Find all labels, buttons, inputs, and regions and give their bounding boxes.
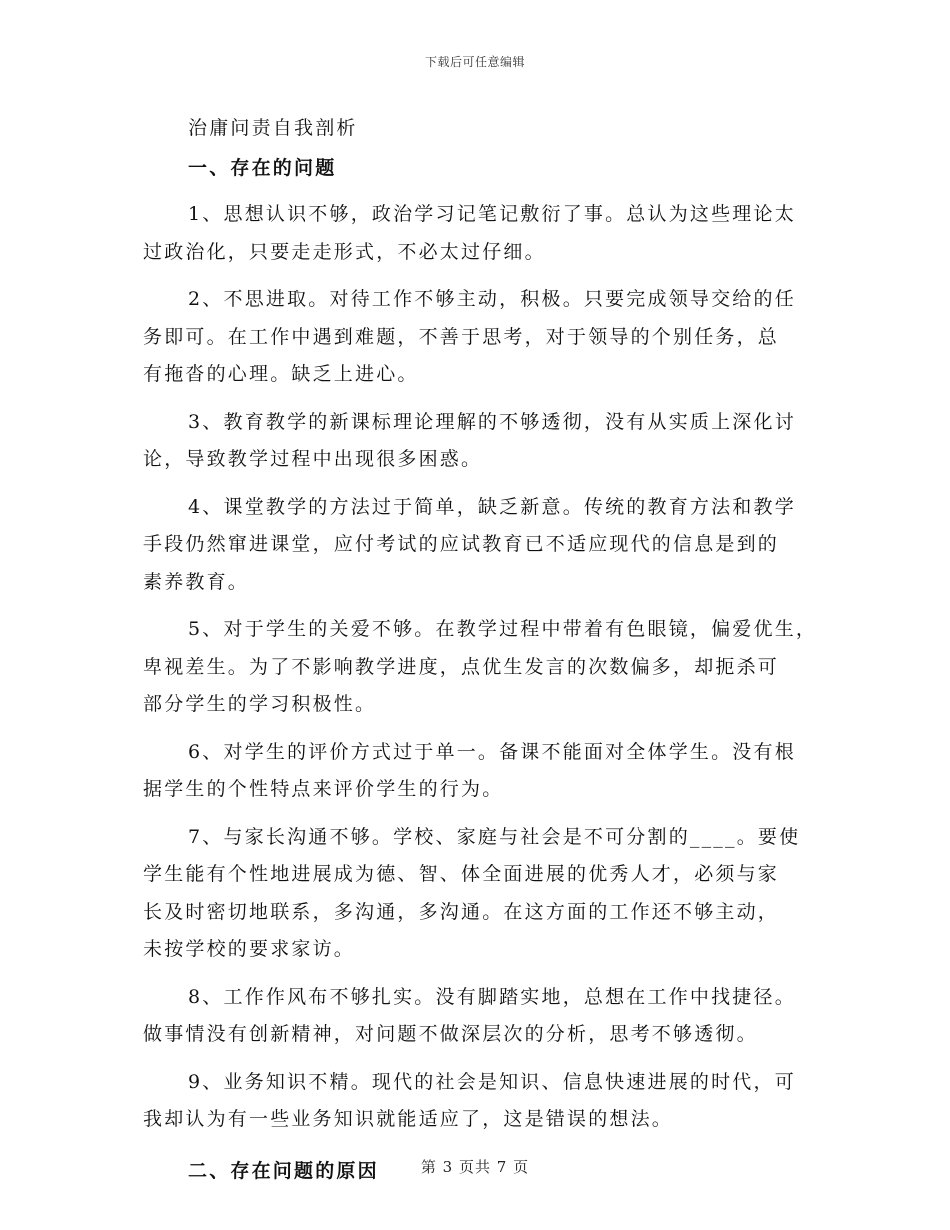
paragraph-line: 6、对学生的评价方式过于单一。备课不能面对全体学生。没有根	[188, 740, 796, 763]
section-heading-problems: 一、存在的问题	[188, 157, 337, 179]
paragraph-line: 据学生的个性特点来评价学生的行为。	[143, 778, 504, 800]
paragraph-line: 长及时密切地联系，多沟通，多沟通。在这方面的工作还不够主动，	[143, 900, 780, 923]
problem-item	[143, 979, 813, 1054]
header-note: 下载后可任意编辑	[424, 55, 525, 69]
document-body	[143, 110, 818, 1189]
paragraph-line: 做事情没有创新精神，对问题不做深层次的分析，思考不够透彻。	[143, 1023, 758, 1045]
problem-item	[143, 1064, 813, 1139]
problem-item	[143, 196, 813, 271]
problem-item	[143, 819, 813, 969]
paragraph-line: 4、课堂教学的方法过于简单，缺乏新意。传统的教育方法和教学	[188, 495, 796, 518]
paragraph-line: 未按学校的要求家访。	[143, 938, 356, 960]
paragraph-line: 7、与家长沟通不够。学校、家庭与社会是不可分割的____。要使	[188, 825, 801, 848]
paragraph-line: 1、思想认识不够，政治学习记笔记敷衍了事。总认为这些理论太	[188, 203, 796, 225]
problem-item	[143, 489, 813, 602]
paragraph-line: 9、业务知识不精。现代的社会是知识、信息快速进展的时代，可	[188, 1070, 796, 1093]
paragraph-line: 3、教育教学的新课标理论理解的不够透彻，没有从实质上深化讨	[188, 410, 796, 433]
paragraph-line: 手段仍然窜进课堂，应付考试的应试教育已不适应现代的信息是到的	[143, 533, 780, 555]
paragraph-line: 论，导致教学过程中出现很多困惑。	[143, 448, 483, 470]
paragraph-line: 过政治化，只要走走形式，不必太过仔细。	[143, 240, 546, 263]
paragraph-line: 8、工作作风布不够扎实。没有脚踏实地，总想在工作中找捷径。	[188, 985, 796, 1008]
paragraph-line: 卑视差生。为了不影响教学进度，点优生发言的次数偏多，却扼杀可	[143, 655, 780, 678]
problem-item	[143, 404, 813, 479]
paragraph-line: 有拖沓的心理。缺乏上进心。	[143, 363, 419, 385]
paragraph-line: 2、不思进取。对待工作不够主动，积极。只要完成领导交给的任	[188, 288, 796, 310]
section-heading-causes: 二、存在问题的原因	[188, 1159, 379, 1182]
paragraph-line: 务即可。在工作中遇到难题，不善于思考，对于领导的个别任务，总	[143, 325, 780, 348]
paragraph-line: 素养教育。	[143, 570, 250, 593]
paragraph-line: 我却认为有一些业务知识就能适应了，这是错误的想法。	[143, 1108, 674, 1130]
problem-list	[143, 196, 818, 1139]
document-title: 治庸问责自我剖析	[188, 117, 358, 139]
problem-item	[143, 734, 813, 809]
paragraph-line: 学生能有个性地进展成为德、智、体全面进展的优秀人才，必须与家	[143, 863, 780, 885]
page-number: 第 3 页共 7 页	[420, 1158, 530, 1176]
problem-item	[143, 611, 818, 724]
paragraph-line: 部分学生的学习积极性。	[143, 693, 377, 715]
paragraph-line: 5、对于学生的关爱不够。在教学过程中带着有色眼镜，偏爱优生，	[188, 618, 818, 640]
problem-item	[143, 281, 813, 394]
